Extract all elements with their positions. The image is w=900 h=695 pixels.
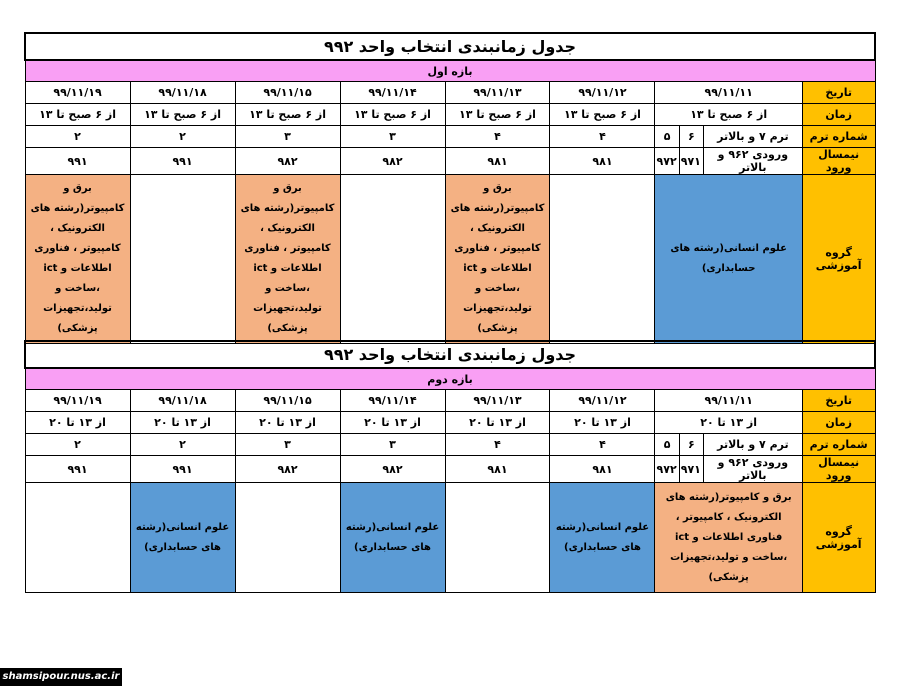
- time-cell: از ۶ صبح تا ۱۳: [445, 104, 550, 126]
- term-cell: ۳: [340, 434, 445, 456]
- row-label-group: گروه آموزشی: [802, 175, 875, 344]
- date-cell: ۹۹/۱۱/۱۹: [25, 390, 130, 412]
- time-cell: از ۱۳ تا ۲۰: [445, 412, 550, 434]
- row-label-term: شماره ترم: [802, 126, 875, 148]
- row-label-entry: نیمسال ورود: [802, 148, 875, 175]
- date-cell: ۹۹/۱۱/۱۸: [130, 82, 235, 104]
- group-row: [25, 175, 875, 344]
- entry-cell: ۹۹۱: [25, 148, 130, 175]
- time-cell: از ۶ صبح تا ۱۳: [130, 104, 235, 126]
- entry-cell: ۹۸۲: [235, 456, 340, 483]
- date-cell: ۹۹/۱۱/۱۴: [340, 390, 445, 412]
- term-cell: ۶: [679, 434, 703, 456]
- term-row: [25, 434, 875, 456]
- group-cell: علوم انسانی(رشته های حسابداری): [550, 483, 655, 593]
- date-cell: ۹۹/۱۱/۱۹: [25, 82, 130, 104]
- group-cell: علوم انسانی(رشته های حسابداری): [340, 483, 445, 593]
- group-cell: برق و کامپیوتر(رشته های الکترونیک ، کامپیوتر ، فناوری اطلاعات و ict ،ساخت و تولید،تجهیزات پزشکی): [235, 175, 340, 344]
- group-cell: [25, 483, 130, 593]
- term-row: [25, 126, 875, 148]
- group-cell: [235, 483, 340, 593]
- time-cell: از ۱۳ تا ۲۰: [235, 412, 340, 434]
- period-label: بازه دوم: [25, 368, 875, 390]
- time-cell: از ۶ صبح تا ۱۳: [550, 104, 655, 126]
- entry-row: [25, 148, 875, 175]
- term-cell: ترم ۷ و بالاتر: [703, 126, 802, 148]
- term-cell: ترم ۷ و بالاتر: [703, 434, 802, 456]
- date-cell: ۹۹/۱۱/۱۴: [340, 82, 445, 104]
- term-cell: ۵: [655, 126, 679, 148]
- date-cell: ۹۹/۱۱/۱۳: [445, 390, 550, 412]
- time-cell: از ۶ صبح تا ۱۳: [655, 104, 802, 126]
- row-label-term: شماره ترم: [802, 434, 875, 456]
- term-cell: ۴: [445, 434, 550, 456]
- time-cell: از ۶ صبح تا ۱۳: [235, 104, 340, 126]
- term-cell: ۳: [340, 126, 445, 148]
- entry-cell: ۹۸۱: [550, 456, 655, 483]
- group-cell: [445, 483, 550, 593]
- group-cell: علوم انسانی(رشته های حسابداری): [130, 483, 235, 593]
- term-cell: ۳: [235, 126, 340, 148]
- time-cell: از ۱۳ تا ۲۰: [25, 412, 130, 434]
- group-cell: [340, 175, 445, 344]
- table-title: جدول زمانبندی انتخاب واحد ۹۹۲: [25, 341, 875, 368]
- group-cell: [550, 175, 655, 344]
- row-label-group: گروه آموزشی: [802, 483, 875, 593]
- entry-cell: ۹۷۲: [655, 456, 679, 483]
- date-cell: ۹۹/۱۱/۱۸: [130, 390, 235, 412]
- time-cell: از ۱۳ تا ۲۰: [655, 412, 802, 434]
- term-cell: ۲: [130, 126, 235, 148]
- table-title: جدول زمانبندی انتخاب واحد ۹۹۲: [25, 33, 875, 60]
- entry-cell: ۹۸۱: [445, 456, 550, 483]
- date-cell: ۹۹/۱۱/۱۱: [655, 82, 802, 104]
- date-row: [25, 390, 875, 412]
- date-cell: ۹۹/۱۱/۱۳: [445, 82, 550, 104]
- date-cell: ۹۹/۱۱/۱۱: [655, 390, 802, 412]
- entry-cell: ۹۸۱: [445, 148, 550, 175]
- time-cell: از ۶ صبح تا ۱۳: [340, 104, 445, 126]
- term-cell: ۲: [25, 434, 130, 456]
- term-cell: ۳: [235, 434, 340, 456]
- term-cell: ۴: [445, 126, 550, 148]
- entry-cell: ۹۸۲: [340, 148, 445, 175]
- website-watermark: shamsipour.nus.ac.ir: [0, 668, 122, 686]
- date-cell: ۹۹/۱۱/۱۵: [235, 82, 340, 104]
- group-cell: برق و کامپیوتر(رشته های الکترونیک ، کامپیوتر ، فناوری اطلاعات و ict ،ساخت و تولید،تجهیزات پزشکی): [25, 175, 130, 344]
- schedule-table-first-period: [24, 32, 876, 344]
- time-cell: از ۶ صبح تا ۱۳: [25, 104, 130, 126]
- date-cell: ۹۹/۱۱/۱۲: [550, 82, 655, 104]
- schedule-table-second-period: [24, 340, 876, 593]
- entry-cell: ورودی ۹۶۲ و بالاتر: [703, 456, 802, 483]
- time-cell: از ۱۳ تا ۲۰: [130, 412, 235, 434]
- row-label-time: زمان: [802, 104, 875, 126]
- row-label-entry: نیمسال ورود: [802, 456, 875, 483]
- entry-cell: ۹۹۱: [25, 456, 130, 483]
- date-row: [25, 82, 875, 104]
- date-cell: ۹۹/۱۱/۱۲: [550, 390, 655, 412]
- entry-cell: ۹۹۱: [130, 456, 235, 483]
- time-cell: از ۱۳ تا ۲۰: [340, 412, 445, 434]
- entry-cell: ۹۷۱: [679, 148, 703, 175]
- term-cell: ۲: [25, 126, 130, 148]
- group-cell: [130, 175, 235, 344]
- entry-cell: ۹۸۲: [235, 148, 340, 175]
- term-cell: ۵: [655, 434, 679, 456]
- entry-cell: ورودی ۹۶۲ و بالاتر: [703, 148, 802, 175]
- group-row: [25, 483, 875, 593]
- period-label: بازه اول: [25, 60, 875, 82]
- row-label-date: تاریخ: [802, 390, 875, 412]
- row-label-time: زمان: [802, 412, 875, 434]
- entry-cell: ۹۷۲: [655, 148, 679, 175]
- date-cell: ۹۹/۱۱/۱۵: [235, 390, 340, 412]
- time-row: [25, 104, 875, 126]
- entry-cell: ۹۸۱: [550, 148, 655, 175]
- time-cell: از ۱۳ تا ۲۰: [550, 412, 655, 434]
- group-cell: علوم انسانی(رشته های حسابداری): [655, 175, 802, 344]
- entry-cell: ۹۹۱: [130, 148, 235, 175]
- row-label-date: تاریخ: [802, 82, 875, 104]
- term-cell: ۶: [679, 126, 703, 148]
- term-cell: ۴: [550, 126, 655, 148]
- time-row: [25, 412, 875, 434]
- entry-cell: ۹۸۲: [340, 456, 445, 483]
- term-cell: ۴: [550, 434, 655, 456]
- group-cell: برق و کامپیوتر(رشته های الکترونیک ، کامپیوتر ، فناوری اطلاعات و ict ،ساخت و تولید،تجهیزات پزشکی): [655, 483, 802, 593]
- entry-cell: ۹۷۱: [679, 456, 703, 483]
- group-cell: برق و کامپیوتر(رشته های الکترونیک ، کامپیوتر ، فناوری اطلاعات و ict ،ساخت و تولید،تجهیزات پزشکی): [445, 175, 550, 344]
- term-cell: ۲: [130, 434, 235, 456]
- entry-row: [25, 456, 875, 483]
